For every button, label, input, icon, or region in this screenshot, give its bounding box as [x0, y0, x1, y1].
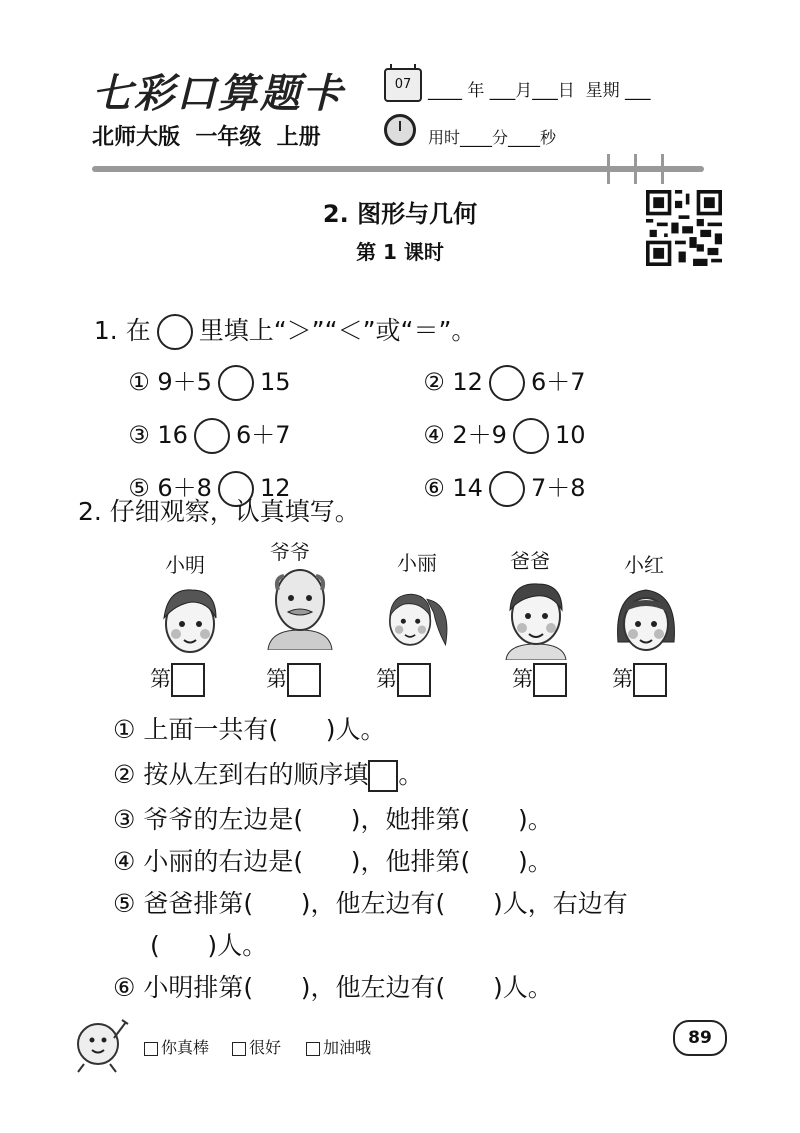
- q2-sub-2-text: ② 按从左到右的顺序填: [113, 760, 369, 789]
- expr-right: 15: [259, 368, 291, 396]
- q1-prompt-end: 里填上“＞”“＜”或“＝”。: [198, 316, 477, 345]
- slot-label: 第: [376, 667, 397, 691]
- expr-left: ① 9＋5: [128, 368, 212, 396]
- rating-label: 加油哦: [323, 1038, 372, 1057]
- expr-left: ④ 2＋9: [423, 421, 507, 449]
- answer-circle[interactable]: [489, 471, 525, 507]
- boy-face-icon: [152, 572, 228, 662]
- qr-code-icon: [646, 190, 722, 266]
- q2-sub-1: ① 上面一共有( )人。: [113, 715, 386, 744]
- person-name: 小红: [624, 553, 664, 577]
- expr-left: ③ 16: [128, 421, 188, 449]
- divider-tick: [634, 154, 637, 184]
- brand-title: 七彩口算题卡: [92, 70, 344, 117]
- expr-left: ⑥ 14: [423, 474, 483, 502]
- answer-box[interactable]: [287, 663, 321, 697]
- answer-box[interactable]: [171, 663, 205, 697]
- position-slot: [266, 663, 321, 697]
- position-slot: [376, 663, 431, 697]
- rating-label: 你真棒: [161, 1038, 210, 1057]
- answer-box[interactable]: [533, 663, 567, 697]
- edition-label: 北师大版 一年级 上册: [92, 125, 321, 150]
- page-number: 89: [673, 1020, 727, 1056]
- girl-face-icon: [378, 572, 454, 662]
- expr-left: ⑤ 6＋8: [128, 474, 212, 502]
- expr-right: 6＋7: [235, 421, 291, 449]
- lesson-title: 第 1 课时: [356, 240, 444, 264]
- calendar-icon: [384, 68, 422, 102]
- expr-right: 7＋8: [530, 474, 586, 502]
- expr-right: 12: [259, 474, 291, 502]
- date-field: ____ 年 ___月___日 星期 ___: [428, 81, 651, 101]
- slot-label: 第: [612, 667, 633, 691]
- slot-label: 第: [266, 667, 287, 691]
- q2-sub-5: ⑤ 爸爸排第( )，他左边有( )人，右边有: [113, 889, 628, 918]
- expr-right: 10: [554, 421, 586, 449]
- expr-right: 6＋7: [530, 368, 586, 396]
- q2-sub-5-cont: ( )人。: [150, 931, 268, 960]
- answer-box[interactable]: [633, 663, 667, 697]
- q2-sub-2-end: 。: [398, 760, 424, 789]
- checkbox-icon: [232, 1042, 246, 1056]
- mascot-icon: [66, 1008, 134, 1076]
- dad-face-icon: [498, 570, 574, 660]
- answer-box[interactable]: [397, 663, 431, 697]
- slot-label: 第: [150, 667, 171, 691]
- q2-sub-4: ④ 小丽的右边是( )，他排第( )。: [113, 847, 553, 876]
- position-slot: [612, 663, 667, 697]
- answer-box[interactable]: [368, 760, 398, 792]
- slot-label: 第: [512, 667, 533, 691]
- person-name: 爷爷: [270, 540, 310, 564]
- divider-tick: [661, 154, 664, 184]
- expr-left: ② 12: [423, 368, 483, 396]
- divider-tick: [607, 154, 610, 184]
- person-name: 爸爸: [510, 549, 550, 573]
- section-title: 2. 图形与几何: [322, 200, 478, 228]
- grandpa-face-icon: [262, 560, 338, 650]
- rating-option[interactable]: [306, 1035, 371, 1058]
- q2-sub-6: ⑥ 小明排第( )，他左边有( )人。: [113, 973, 553, 1002]
- position-slot: [512, 663, 567, 697]
- calendar-day: 07: [394, 77, 412, 92]
- person-name: 小丽: [397, 551, 437, 575]
- rating-option[interactable]: [144, 1035, 209, 1058]
- q2-sub-3: ③ 爷爷的左边是( )，她排第( )。: [113, 805, 553, 834]
- q2-sub-2: [113, 755, 423, 792]
- time-field: 用时____分____秒: [428, 128, 557, 147]
- q1-item: [408, 440, 586, 507]
- person-name: 小明: [165, 553, 205, 577]
- q2-prompt: 2. 仔细观察，认真填写。: [78, 497, 360, 526]
- clock-icon: [384, 114, 416, 146]
- girl-face-icon: [608, 572, 684, 662]
- q1-prompt-start: 1. 在: [93, 316, 151, 345]
- rating-label: 很好: [249, 1038, 282, 1057]
- header-divider: [92, 166, 704, 172]
- checkbox-icon: [144, 1042, 158, 1056]
- rating-option[interactable]: [232, 1035, 281, 1058]
- checkbox-icon: [306, 1042, 320, 1056]
- position-slot: [150, 663, 205, 697]
